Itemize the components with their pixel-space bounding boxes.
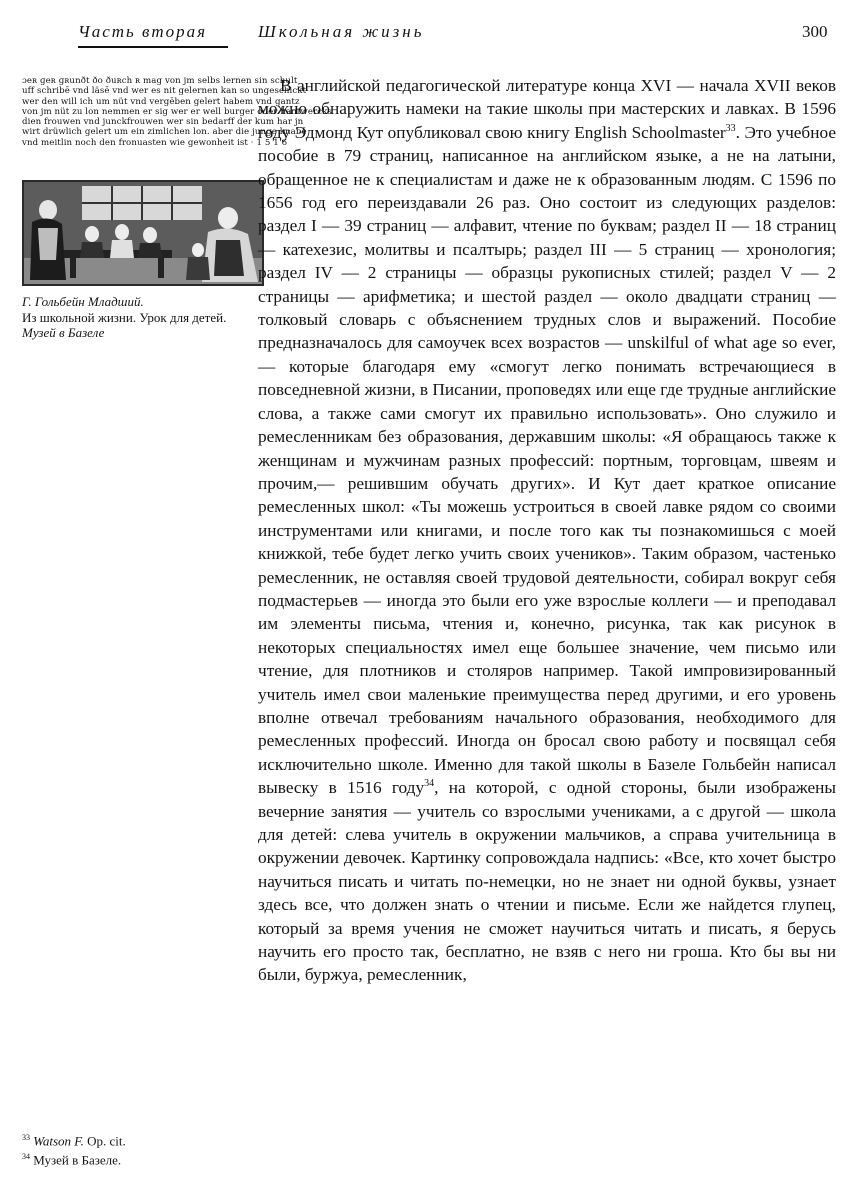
- page-number: 300: [802, 22, 828, 41]
- footnote-text: Музей в Базеле.: [30, 1152, 122, 1168]
- footnote-ref-34[interactable]: 34: [424, 778, 435, 790]
- footnotes: [22, 1130, 242, 1169]
- caption-author: Г. Гольбейн Младший.: [22, 294, 144, 309]
- text-run: , на которой, с одной стороны, были изображены вечерние занятия — учитель со взрослыми учениками, а с другой — школа для детей: слева учитель в окружении мальчиков, а справа учительница в окружении девочек. Картинку сопровождала надпись: «Все, кто хочет быстро научиться писать и читать по-немецки, но не знает ни одной буквы, узнает здесь все, что должен знать о чтении и письме. Если же найдется глупец, который за время учения не сможет научиться читать и писать, я берусь научить его просто так, бесплатно, не взяв с него ни гроша. Кто бы вы ни были, буржуа, ремесленник,: [258, 778, 836, 985]
- gothic-line: vnd meitlin noch den fronuasten wie gewonheit ist · 1 5 1 6: [22, 137, 288, 148]
- gothic-line: von jm nüt zu lon nemmen er sig wer er well burger oder hantwercks: [22, 106, 332, 117]
- classroom-illustration: [22, 180, 264, 286]
- footnote-33: [22, 1130, 242, 1149]
- footnote-number: 34: [22, 1152, 30, 1162]
- gothic-line: wirt drüwlich gelert um ein zimlichen lon. aber die junge knabē: [22, 127, 307, 138]
- gothic-line: ɔeʀ ɡeʀ ɡʀunðt ðo ðuʀch ʀ mag von jm selbs lernen sin schult: [22, 76, 298, 86]
- footnote-number: 33: [22, 1133, 30, 1142]
- section-title: Школьная жизнь: [258, 22, 425, 41]
- main-text: [258, 74, 836, 987]
- gothic-inscription: [22, 76, 332, 180]
- gothic-line: uff schribē vnd läsē vnd wer es nit gelernen kan so ungeschickt: [22, 86, 307, 97]
- gothic-line: wer den will ich um nüt vnd vergēben gelert habem vnd gantz: [22, 96, 300, 107]
- caption-title: Из школьной жизни. Урок для детей.: [22, 309, 227, 325]
- header-rule: [78, 46, 228, 48]
- footnote-author: Watson F.: [33, 1133, 84, 1149]
- text-run: В английской педагогической литературе конца XVI — начала XVII веков можно обнаружить намеки на такие школы при мастерских и лавках. В 1596 году Эдмонд Кут опубликовал свою книгу English Schoolmaster: [258, 76, 836, 142]
- part-title: Часть вторая: [78, 22, 208, 41]
- paragraph: [258, 74, 836, 987]
- caption-museum: Музей в Базеле: [22, 325, 105, 340]
- holbein-woodcut: [22, 76, 332, 288]
- running-header: [0, 0, 854, 48]
- text-run: . Это учебное пособие в 79 страниц, написанное на английском языке, а не на латыни, обращенное не к специалистам и даже не к образованным людям. С 1596 по 1656 год его переиздавали 26 раз. Оно состоит из следующих разделов: раздел I — 39 страниц — алфавит, чтение по буквам; раздел II — 18 страниц — катехезис, молитвы и псалтырь; раздел III — 5 страниц — хронология; раздел IV — 2 страницы — образцы рукописных стилей; раздел V — 2 страницы — арифметика; и шестой раздел — около двадцати страниц — толковый словарь с объяснением трудных слов и выражений. Пособие предназначалось для самоучек всех возрастов — unskilful of what age so ever,— которые благодаря ему «смогут легко понимать встречающиеся в повседневной жизни, в Писании, проповедях или еще где трудные английские слова, а также сами смогут их правильно использовать». Оно служило и ремесленникам без образования, державшим школы: «Я обращаюсь также к женщинам и мужчинам разных профессий: портным, торговцам, швеям и прочим,— решившим обучать других». И Кут дает краткое описание ремесленных школ: «Ты можешь устроиться в своей лавке рядом со своими инструментами или книгами, и после того как ты познакомишься с моей книжкой, тебе будет легко учить своих учеников». Таким образом, частенько ремесленник, не оставляя своей трудовой деятельности, собирал вокруг себя подмастерьев — иногда это были его уже взрослые коллеги — и преподавал им элементы письма, чтения и, конечно, рисунка, так как рисунок в некоторых специальностях имел еще большее значение, чем письмо или чтение, для плотников и столяров например. Такой импровизированный учитель имел свои маленькие преимущества перед другими, и его уровень вполне отвечал требованиям начального образования, необходимого для ремесленных профессий. Иногда он бросал свою работу и посвящал себя исключительно школе. Именно для такой школы в Базеле Гольбейн написал вывеску в 1516 году: [258, 122, 836, 798]
- footnote-ref-33[interactable]: 33: [725, 123, 736, 135]
- footnote-text: Op. cit.: [83, 1133, 126, 1149]
- figure-caption: [22, 294, 262, 341]
- footnote-34: [22, 1149, 242, 1168]
- gothic-line: dien frouwen vnd junckfrouwen wer sin bedarff der kum har jn: [22, 117, 304, 128]
